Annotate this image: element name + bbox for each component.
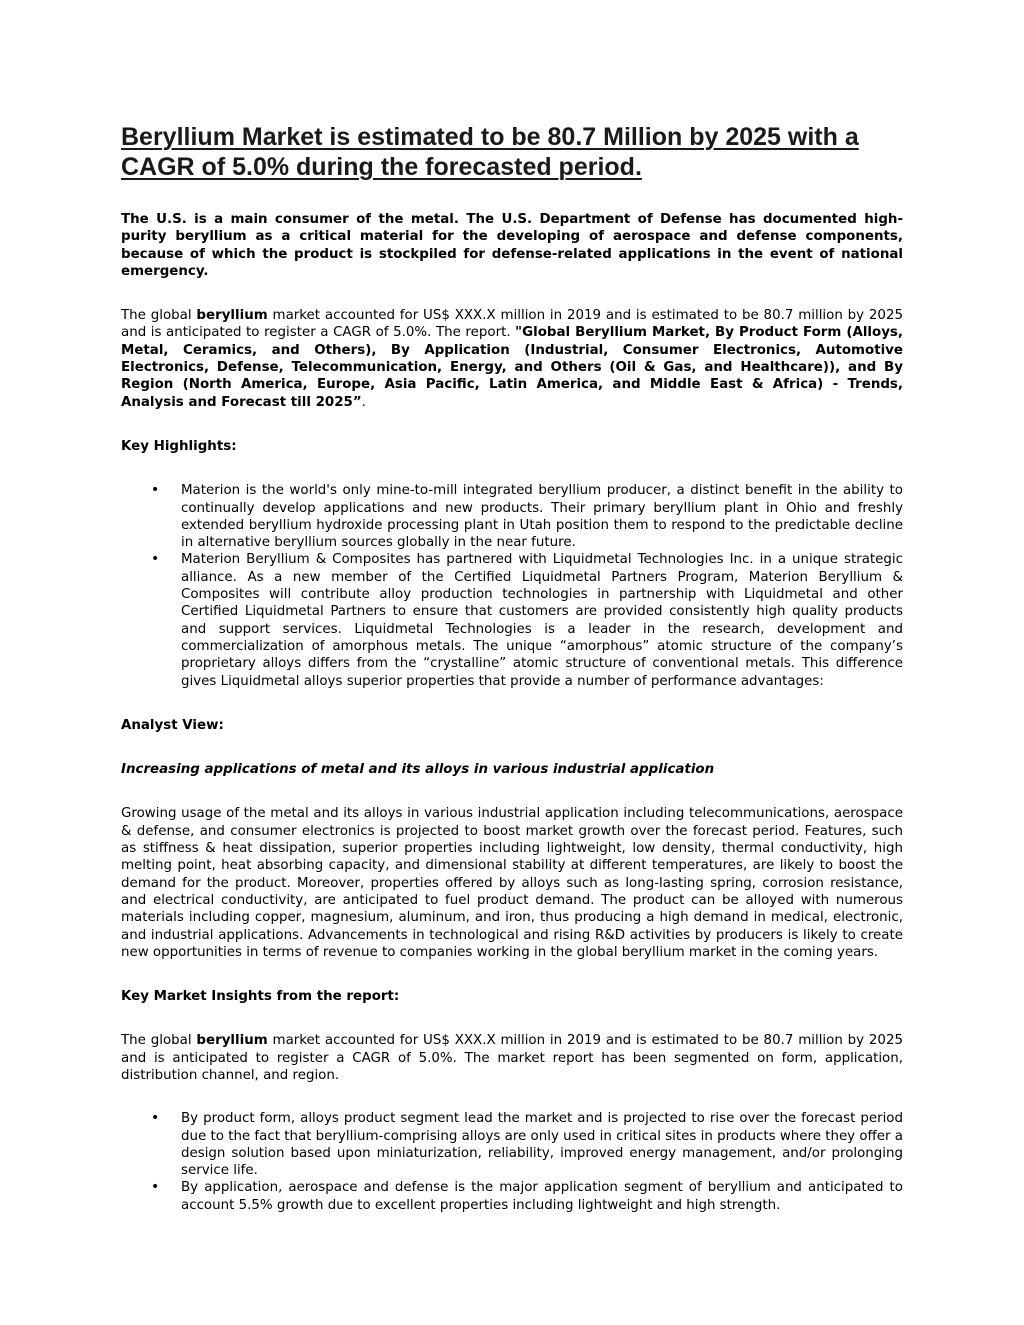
list-item-text: By product form, alloys product segment lead the market and is projected to rise over the forecast period due to the fact that beryllium-comprising alloys are only used in critical sites in products where they offer a design solution based upon miniaturization, reliability, improved energy management, and/or prolonging service life. xyxy=(181,1111,903,1179)
analyst-view-body: Growing usage of the metal and its alloys in various industrial application including telecommunications, aerospace & defense, and consumer electronics is projected to boost market growth over the forecast period. Features, such as stiffness & heat dissipation, superior properties including lightweight, low density, thermal conductivity, high melting point, heat absorbing capacity, and dimensional stability at different temperatures, are likely to boost the demand for the product. Moreover, properties offered by alloys such as long-lasting spring, corrosion resistance, and electrical conductivity, are anticipated to fuel product demand. The product can be alloyed with numerous materials including copper, magnesium, aluminum, and iron, thus producing a high demand in medical, electronic, and industrial applications. Advancements in technological and rising R&D activities by producers is likely to create new opportunities in terms of revenue to companies working in the global beryllium market in the coming years. xyxy=(121,806,903,960)
bullet-icon: • xyxy=(151,482,160,499)
intro-bold-word: beryllium xyxy=(196,308,268,324)
list-item xyxy=(121,1110,903,1179)
page-title: Beryllium Market is estimated to be 80.7 Million by 2025 with a CAGR of 5.0% during the forecasted period. xyxy=(121,123,859,181)
list-item-text: Materion is the world's only mine-to-mill integrated beryllium producer, a distinct benefit in the ability to continually develop applications and new products. Their primary beryllium plant in Ohio and freshly extended beryllium hydroxide processing plant in Utah position them to respond to the predictable decline in alternative beryllium sources globally in the near future. xyxy=(181,483,903,551)
list-item xyxy=(121,551,903,689)
list-item-text: By application, aerospace and defense is the major application segment of beryllium and anticipated to account 5.5% growth due to excellent properties including lightweight and high strength. xyxy=(181,1180,903,1213)
analyst-view-subheading: Increasing applications of metal and its alloys in various industrial application xyxy=(121,762,715,778)
insights-text-rest: market accounted for US$ XXX.X million in 2019 and is estimated to be 80.7 million by 2025 and is anticipated to register a CAGR of 5.0%. The market report has been segmented on form, application, distribution channel, and region. xyxy=(121,1033,903,1083)
intro-paragraph xyxy=(121,307,903,411)
intro-text-pre: The global xyxy=(121,308,197,324)
list-item xyxy=(121,1179,903,1214)
analyst-view-heading: Analyst View: xyxy=(121,717,224,733)
lead-paragraph: The U.S. is a main consumer of the metal. The U.S. Department of Defense has documented high-purity beryllium as a critical material for the developing of aerospace and defense components, because of which the product is stockpiled for defense-related applications in the event of national emergency. xyxy=(121,212,903,279)
insights-text-pre: The global xyxy=(121,1033,197,1049)
intro-text-end: . xyxy=(361,394,366,410)
key-highlights-list xyxy=(121,482,903,690)
list-item-text: Materion Beryllium & Composites has partnered with Liquidmetal Technologies Inc. in a unique strategic alliance. As a new member of the Certified Liquidmetal Partners Program, Materion Beryllium & Composites will contribute alloy production technologies in partnership with Liquidmetal and other Certified Liquidmetal Partners to ensure that customers are provided consistently high quality products and support services. Liquidmetal Technologies is a leader in the research, development and commercialization of amorphous metals. The unique “amorphous” atomic structure of the company’s proprietary alloys differs from the “crystalline” atomic structure of conventional metals. This difference gives Liquidmetal alloys superior properties that provide a number of performance advantages: xyxy=(181,552,903,689)
document-page xyxy=(121,122,903,1214)
insights-bold-word: beryllium xyxy=(196,1033,268,1049)
report-title: "Global Beryllium Market, By Product Form (Alloys, Metal, Ceramics, and Others), By Application (Industrial, Consumer Electronics, Automotive Electronics, Defense, Telecommunication, Energy, and Others (Oil & Gas, and Healthcare)), and By Region (North America, Europe, Asia Pacific, Latin America, and Middle East & Africa) - Trends, Analysis and Forecast till 2025” xyxy=(121,325,903,410)
insights-list xyxy=(121,1110,903,1214)
bullet-icon: • xyxy=(151,551,160,568)
list-item xyxy=(121,482,903,551)
insights-paragraph xyxy=(121,1032,903,1084)
intro-text-mid: market accounted for US$ XXX.X million in 2019 and is estimated to be 80.7 million by 2025 and is anticipated to register a CAGR of 5.0%. The report. xyxy=(121,308,903,341)
bullet-icon: • xyxy=(151,1179,160,1196)
insights-heading: Key Market Insights from the report: xyxy=(121,989,400,1005)
key-highlights-heading: Key Highlights: xyxy=(121,438,237,454)
bullet-icon: • xyxy=(151,1110,160,1127)
